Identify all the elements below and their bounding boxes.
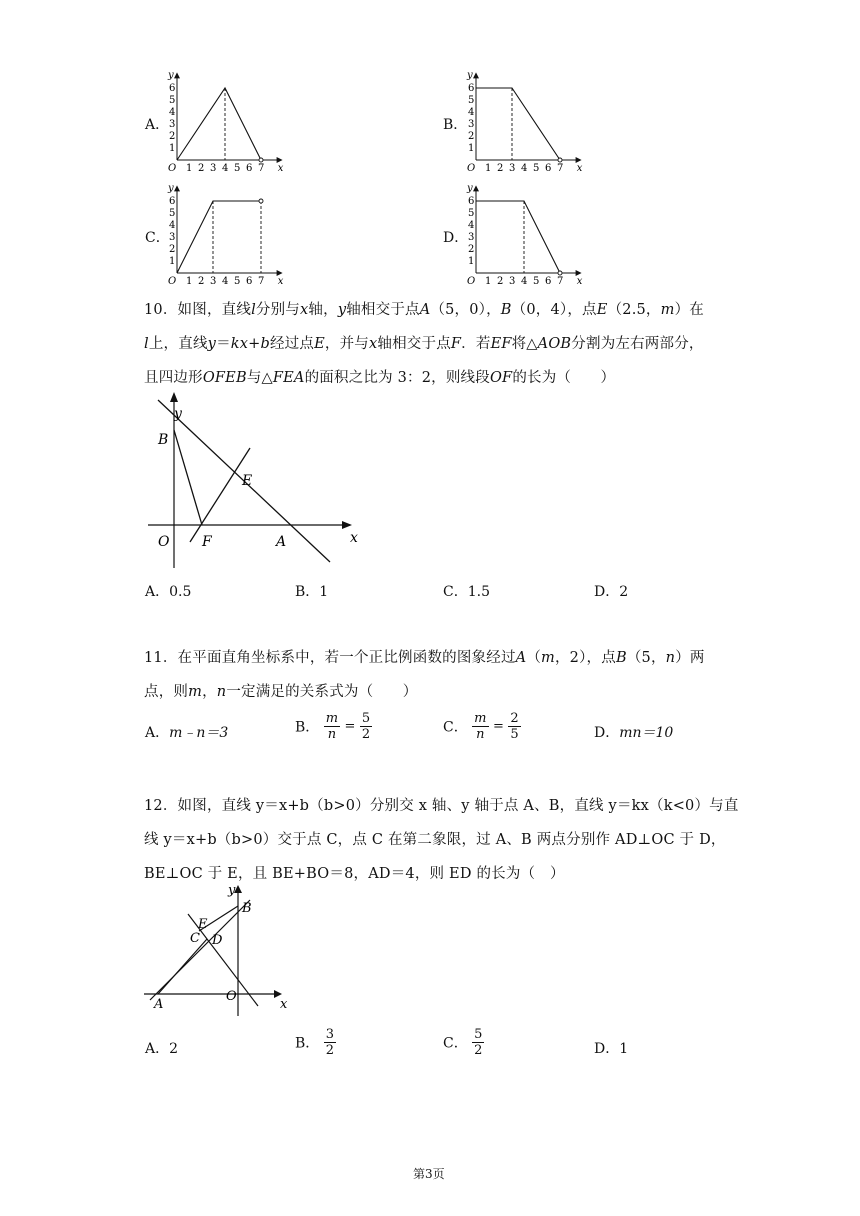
y-tick-label: 2 <box>468 131 475 142</box>
q11-option-c: C． $\frac{m}{n}$ = $\frac{2}{5}$ <box>443 711 519 742</box>
x-tick-label: 5 <box>533 163 540 172</box>
y-tick-label: 1 <box>468 143 475 154</box>
x-tick-label: 2 <box>497 276 504 285</box>
x-tick-label: 4 <box>521 276 528 285</box>
y-tick-label: 4 <box>468 107 475 118</box>
y-arrow-icon <box>174 72 180 78</box>
q9-option-c-label: C． <box>145 230 170 246</box>
q9-graph-c <box>165 181 285 285</box>
endpoint-dot <box>259 199 263 203</box>
q12-figure <box>140 882 300 1020</box>
graph-line <box>476 88 560 160</box>
y-arrow-icon <box>174 185 180 191</box>
q12-option-d: D．1 <box>594 1041 629 1057</box>
q10-label-f: F <box>202 534 212 550</box>
y-tick-label: 6 <box>169 196 176 207</box>
y-tick-label: 5 <box>169 208 176 219</box>
x-axis-label: x <box>277 163 284 172</box>
y-tick-label: 4 <box>169 107 176 118</box>
q11-line-2: 点，则m，n一定满足的关系式为（ ） <box>144 684 418 700</box>
x-tick-label: 6 <box>545 276 552 285</box>
x-tick-label: 3 <box>210 276 217 285</box>
q10-label-e: E <box>242 473 253 489</box>
y-tick-label: 6 <box>169 83 176 94</box>
x-tick-label: 7 <box>557 163 564 172</box>
q10-label-x: x <box>350 530 358 546</box>
x-tick-label: 5 <box>234 163 241 172</box>
page-number: 第3页 <box>413 1167 445 1181</box>
q12-label-x: x <box>280 997 288 1012</box>
q11-option-b: B． $\frac{m}{n}$ = $\frac{5}{2}$ <box>295 711 371 742</box>
y-tick-label: 5 <box>468 208 475 219</box>
endpoint-dot <box>558 158 562 162</box>
x-tick-label: 1 <box>485 163 492 172</box>
q10-option-c: C．1.5 <box>443 584 490 600</box>
q10-option-d: D．2 <box>594 584 629 600</box>
origin-label: O <box>467 163 476 172</box>
q12-label-b: B <box>242 901 252 916</box>
origin-label: O <box>168 163 177 172</box>
graph-line <box>177 201 261 273</box>
origin-label: O <box>168 276 177 285</box>
q12-label-c: C <box>190 931 200 946</box>
x-tick-label: 1 <box>485 276 492 285</box>
x-axis-label: x <box>277 276 284 285</box>
y-axis-label: y <box>467 183 473 194</box>
q9-option-d-label: D． <box>443 230 469 246</box>
x-tick-label: 1 <box>186 163 193 172</box>
q9-graph-a <box>165 68 285 172</box>
y-tick-label: 4 <box>169 220 176 231</box>
q12-line-2: 线 y＝x+b（b>0）交于点 C，点 C 在第二象限，过 A、B 两点分别作 AD⊥OC 于 D， <box>144 832 726 848</box>
q10-x-arrow-icon <box>342 521 352 529</box>
q11-line-1: 11．在平面直角坐标系中，若一个正比例函数的图象经过A（m，2），点B（5，n）两 <box>144 650 705 666</box>
q10-line-ef <box>190 448 253 542</box>
origin-label: O <box>467 276 476 285</box>
q12-label-d: D <box>212 933 223 948</box>
x-tick-label: 4 <box>521 163 528 172</box>
q10-line-3: 且四边形OFEB与△FEA的面积之比为 3：2，则线段OF的长为（ ） <box>144 370 616 386</box>
q11-option-a: A．m﹣n＝3 <box>145 725 229 741</box>
y-tick-label: 3 <box>468 232 475 243</box>
y-tick-label: 3 <box>468 119 475 130</box>
q11-option-d: D．mn＝10 <box>594 725 674 741</box>
q12-label-y: y <box>228 883 236 898</box>
graph-line <box>476 201 560 273</box>
x-tick-label: 6 <box>246 163 253 172</box>
x-tick-label: 3 <box>509 163 516 172</box>
q12-label-o: O <box>226 989 237 1004</box>
y-tick-label: 6 <box>468 83 475 94</box>
x-tick-label: 6 <box>545 163 552 172</box>
x-tick-label: 3 <box>210 163 217 172</box>
y-axis-label: y <box>168 183 174 194</box>
x-axis-label: x <box>576 276 583 285</box>
q10-figure <box>140 390 370 570</box>
endpoint-dot <box>558 271 562 275</box>
q10-label-y: y <box>174 406 182 422</box>
x-tick-label: 7 <box>258 276 265 285</box>
x-axis-label: x <box>576 163 583 172</box>
x-tick-label: 2 <box>198 276 205 285</box>
y-tick-label: 1 <box>169 143 176 154</box>
x-tick-label: 2 <box>497 163 504 172</box>
x-tick-label: 1 <box>186 276 193 285</box>
y-axis-label: y <box>168 70 174 81</box>
q9-graph-d <box>464 181 584 285</box>
y-axis-label: y <box>467 70 473 81</box>
q9-graph-b <box>464 68 584 172</box>
q10-label-b: B <box>158 432 169 448</box>
q12-line-ab <box>150 900 250 1000</box>
y-tick-label: 2 <box>169 244 176 255</box>
y-tick-label: 1 <box>468 256 475 267</box>
x-tick-label: 6 <box>246 276 253 285</box>
graph-line <box>177 88 261 160</box>
y-tick-label: 4 <box>468 220 475 231</box>
q10-y-arrow-icon <box>170 392 178 402</box>
q9-option-a-label: A． <box>145 117 170 133</box>
q10-label-a: A <box>276 534 287 550</box>
q9-option-b-label: B． <box>443 117 468 133</box>
y-tick-label: 2 <box>169 131 176 142</box>
q10-label-o: O <box>158 534 170 550</box>
q10-line-2: l上，直线y＝kx+b经过点E，并与x轴相交于点F．若EF将△AOB分割为左右两部分， <box>144 336 704 352</box>
y-arrow-icon <box>473 72 479 78</box>
y-tick-label: 2 <box>468 244 475 255</box>
x-tick-label: 5 <box>533 276 540 285</box>
y-tick-label: 5 <box>169 95 176 106</box>
y-tick-label: 1 <box>169 256 176 267</box>
q12-label-e: E <box>198 917 208 932</box>
q10-option-a: A．0.5 <box>145 584 192 600</box>
x-tick-label: 7 <box>557 276 564 285</box>
x-tick-label: 3 <box>509 276 516 285</box>
q10-option-b: B．1 <box>295 584 329 600</box>
y-arrow-icon <box>473 185 479 191</box>
x-tick-label: 4 <box>222 276 229 285</box>
x-tick-label: 7 <box>258 163 265 172</box>
q10-line-1: 10．如图，直线l分别与x轴，y轴相交于点A（5，0），B（0，4），点E（2.5，m）在 <box>144 302 704 318</box>
y-tick-label: 3 <box>169 119 176 130</box>
q12-line-1: 12．如图，直线 y＝x+b（b>0）分别交 x 轴、y 轴于点 A、B，直线 y＝kx（k<0）与直 <box>144 798 739 814</box>
x-tick-label: 5 <box>234 276 241 285</box>
q12-segment-ad <box>158 939 207 994</box>
q12-line-3: BE⊥OC 于 E，且 BE+BO＝8，AD＝4，则 ED 的长为（ ） <box>144 866 565 882</box>
x-tick-label: 2 <box>198 163 205 172</box>
endpoint-dot <box>259 158 263 162</box>
x-tick-label: 4 <box>222 163 229 172</box>
q12-option-b: B． $\frac{3}{2}$ <box>295 1027 335 1058</box>
q12-option-a: A．2 <box>145 1041 179 1057</box>
y-tick-label: 6 <box>468 196 475 207</box>
y-tick-label: 5 <box>468 95 475 106</box>
y-tick-label: 3 <box>169 232 176 243</box>
q12-label-a: A <box>154 997 164 1012</box>
q10-segment-bf <box>174 430 202 525</box>
q12-option-c: C． $\frac{5}{2}$ <box>443 1027 483 1058</box>
